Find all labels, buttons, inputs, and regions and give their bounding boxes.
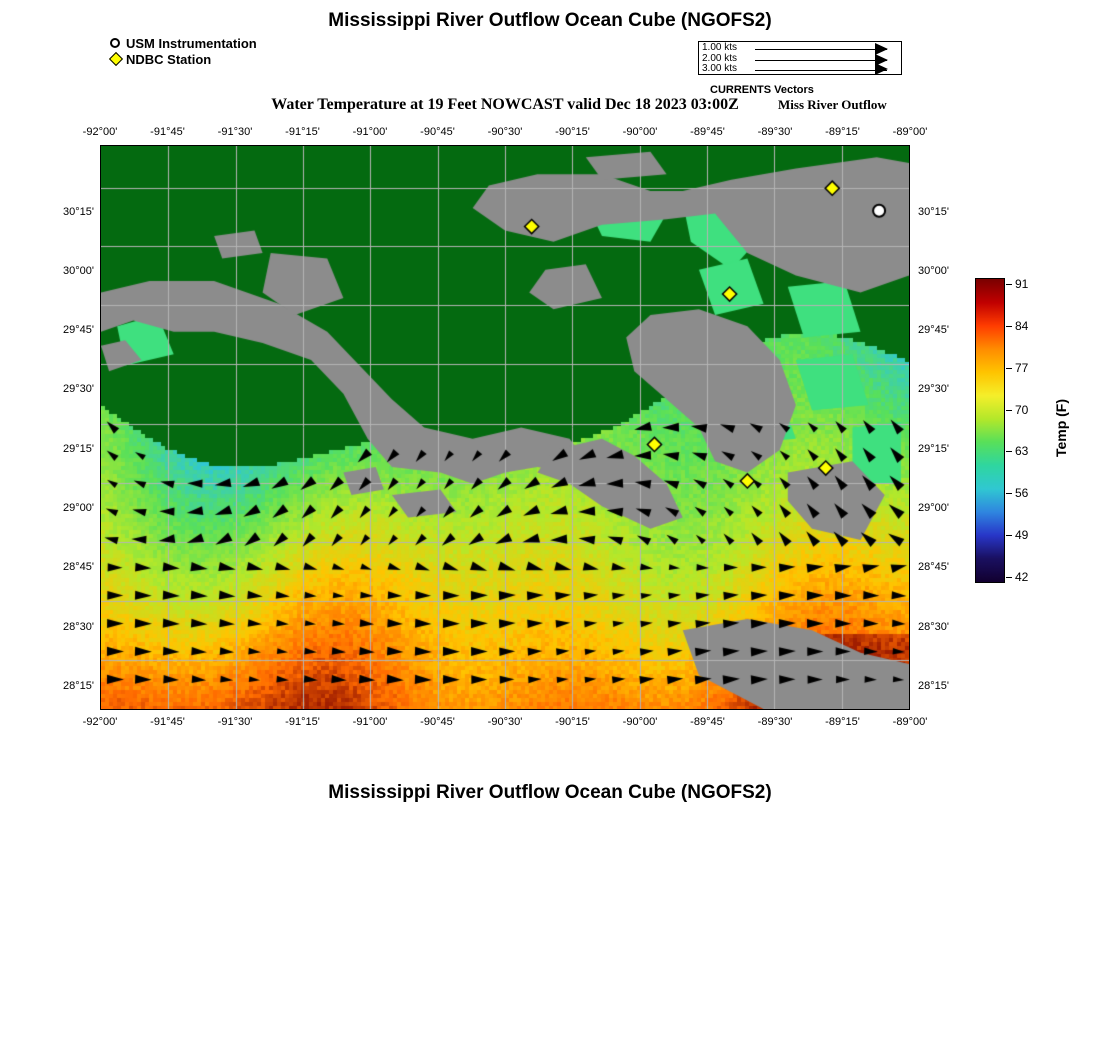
colorbar-tick-label: 77 <box>1015 360 1029 375</box>
colorbar-tick-label: 63 <box>1015 444 1029 459</box>
colorbar-tick-label: 56 <box>1015 486 1029 501</box>
vector-key-line-1 <box>755 49 887 50</box>
y-axis-tick-right: 29°15' <box>918 442 949 455</box>
circle-marker-icon <box>108 36 126 51</box>
x-axis-tick-top: -89°45' <box>690 126 725 138</box>
x-axis-tick-bottom: -89°15' <box>825 716 860 728</box>
y-axis-tick-right: 29°45' <box>918 323 949 336</box>
legend-label-ndbc: NDBC Station <box>126 52 212 67</box>
y-axis-tick-left: 29°15' <box>63 442 94 455</box>
colorbar-tick-mark <box>1006 284 1012 285</box>
footer-title: Mississippi River Outflow Ocean Cube (NGOFS2) <box>328 782 772 803</box>
x-axis-tick-bottom: -91°45' <box>150 716 185 728</box>
outflow-annotation: Miss River Outflow <box>778 97 887 112</box>
y-axis-tick-left: 28°15' <box>63 679 94 692</box>
y-axis-tick-left: 30°00' <box>63 264 94 277</box>
y-axis-tick-right: 30°00' <box>918 264 949 277</box>
x-axis-tick-bottom: -89°45' <box>690 716 725 728</box>
x-axis-tick-top: -90°15' <box>555 126 590 138</box>
colorbar-tick-label: 49 <box>1015 528 1029 543</box>
x-axis-tick-top: -91°15' <box>285 126 320 138</box>
legend-label-usm: USM Instrumentation <box>126 36 257 51</box>
x-axis-tick-top: -89°15' <box>825 126 860 138</box>
diamond-marker-icon <box>108 52 126 67</box>
colorbar-tick-label: 42 <box>1015 570 1029 584</box>
x-axis-tick-bottom: -91°30' <box>217 716 253 728</box>
y-axis-tick-right: 29°30' <box>918 383 949 396</box>
y-axis-tick-right: 29°00' <box>918 501 949 514</box>
y-axis-tick-right: 28°45' <box>918 561 949 574</box>
y-axis-tick-right: 28°30' <box>918 620 949 633</box>
x-axis-tick-top: -91°00' <box>352 126 388 138</box>
y-axis-tick-left: 29°30' <box>63 383 94 396</box>
colorbar-tick-mark <box>1006 535 1012 536</box>
vector-key-arrow-3 <box>875 63 888 75</box>
colorbar-tick-label: 91 <box>1015 277 1029 291</box>
colorbar-tick-mark <box>1006 451 1012 452</box>
colorbar-gradient <box>975 278 1005 583</box>
x-axis-tick-bottom: -90°00' <box>622 716 658 728</box>
page-title: Mississippi River Outflow Ocean Cube (NGOFS2) <box>328 10 772 31</box>
y-axis-tick-left: 28°45' <box>63 561 94 574</box>
x-axis-tick-bottom: -90°45' <box>420 716 455 728</box>
x-axis-tick-top: -90°00' <box>622 126 658 138</box>
x-axis-tick-top: -91°30' <box>217 126 253 138</box>
y-axis-tick-right: 28°15' <box>918 679 949 692</box>
x-axis-tick-top: -89°30' <box>757 126 793 138</box>
y-axis-tick-left: 28°30' <box>63 620 94 633</box>
legend-item-ndbc <box>108 52 257 67</box>
colorbar-tick-mark <box>1006 577 1012 578</box>
colorbar-tick-mark <box>1006 368 1012 369</box>
colorbar-tick-mark <box>1006 326 1012 327</box>
vector-key-label-3: 3.00 kts <box>702 63 738 74</box>
vector-key-label-2: 2.00 kts <box>702 53 738 64</box>
map-raster <box>101 146 909 709</box>
vector-key-line-3 <box>755 70 887 71</box>
colorbar-tick-label: 84 <box>1015 318 1029 333</box>
x-axis-tick-bottom: -90°15' <box>555 716 590 728</box>
y-axis-tick-left: 29°00' <box>63 501 94 514</box>
map-subtitle: Water Temperature at 19 Feet NOWCAST valid Dec 18 2023 03:00Z <box>271 96 739 113</box>
y-axis-tick-left: 30°15' <box>63 206 94 219</box>
legend-item-usm <box>108 36 257 51</box>
x-axis-tick-top: -90°30' <box>487 126 523 138</box>
x-axis-tick-top: -91°45' <box>150 126 185 138</box>
x-axis-tick-bottom: -89°30' <box>757 716 793 728</box>
x-axis-tick-top: -92°00' <box>82 126 118 138</box>
vector-key-caption: CURRENTS Vectors <box>710 84 814 96</box>
vector-key-line-2 <box>755 60 887 61</box>
vector-key-row-3 <box>699 64 903 75</box>
x-axis-tick-bottom: -90°30' <box>487 716 523 728</box>
x-axis-tick-bottom: -92°00' <box>82 716 118 728</box>
colorbar-tick-mark <box>1006 493 1012 494</box>
y-axis-tick-left: 29°45' <box>63 323 94 336</box>
map-plot-area[interactable] <box>100 145 910 710</box>
currents-vector-key <box>698 41 902 75</box>
vector-key-label-1: 1.00 kts <box>702 42 738 53</box>
colorbar-tick-mark <box>1006 410 1012 411</box>
colorbar-tick-label: 70 <box>1015 402 1029 417</box>
colorbar-title: Temp (F) <box>1053 398 1069 458</box>
x-axis-tick-bottom: -91°00' <box>352 716 388 728</box>
x-axis-tick-top: -89°00' <box>892 126 928 138</box>
y-axis-tick-right: 30°15' <box>918 206 949 219</box>
x-axis-tick-top: -90°45' <box>420 126 455 138</box>
x-axis-tick-bottom: -89°00' <box>892 716 928 728</box>
x-axis-tick-bottom: -91°15' <box>285 716 320 728</box>
map-legend <box>108 36 257 68</box>
